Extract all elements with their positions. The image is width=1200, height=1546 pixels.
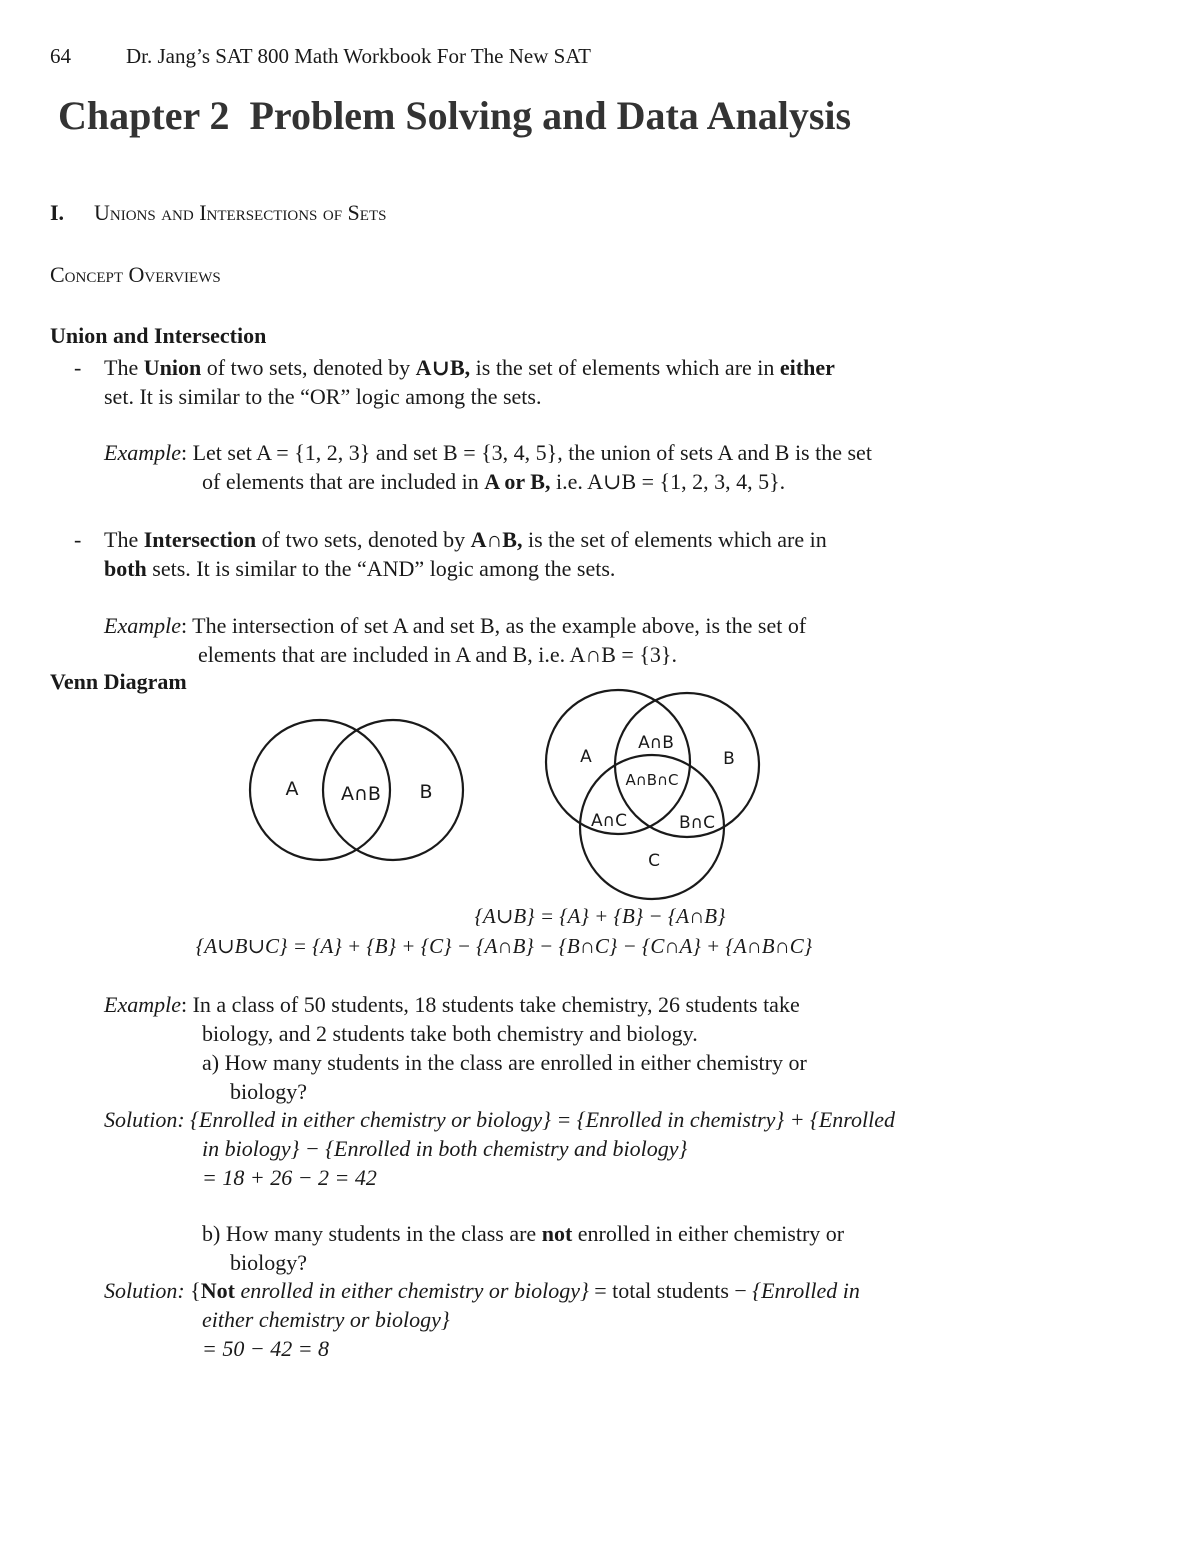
solution-label: Solution:	[104, 1107, 185, 1132]
a-or-b-term: A or B,	[484, 469, 551, 494]
chapter-name: Problem Solving and Data Analysis	[249, 93, 852, 138]
intersection-example	[104, 611, 806, 669]
example-label: Example	[104, 440, 181, 465]
worked-example	[104, 990, 807, 1106]
union-symbol: A∪B,	[415, 355, 471, 380]
solution-a-line1: {Enrolled in either chemistry or biology} = {Enrolled in chemistry} + {Enrolled	[190, 1107, 896, 1132]
intersection-symbol: A∩B,	[470, 527, 523, 552]
intersection-definition-line2: sets. It is similar to the “AND” logic among the sets.	[152, 556, 616, 581]
not-term: Not	[200, 1278, 235, 1303]
page-number: 64	[50, 44, 71, 68]
example-label: Example	[104, 992, 181, 1017]
venn3-label-c: C	[648, 851, 660, 871]
union-definition-line2: set. It is similar to the “OR” logic among the sets.	[104, 384, 542, 409]
union-word: The	[104, 355, 139, 380]
bullet-marker: -	[74, 355, 82, 380]
question-b-text: enrolled in either chemistry or	[577, 1221, 845, 1246]
section-heading	[50, 200, 386, 226]
running-title: Dr. Jang’s SAT 800 Math Workbook For The New SAT	[126, 44, 591, 68]
union-word: is the set of elements which are in	[475, 355, 775, 380]
venn2-label-ab: A∩B	[341, 783, 381, 805]
section-title: Unions and Intersections of Sets	[94, 200, 387, 225]
chapter-title	[58, 92, 851, 139]
venn2-label-a: A	[285, 778, 299, 800]
concept-overviews-heading: Concept Overviews	[50, 262, 221, 287]
running-header	[50, 44, 591, 69]
venn3-label-a: A	[580, 747, 592, 767]
union-example	[104, 438, 872, 496]
solution-b-text: {Enrolled in	[752, 1278, 860, 1303]
intersection-word: The	[104, 527, 139, 552]
venn3-label-ac: A∩C	[591, 811, 627, 831]
solution-b-text: enrolled in either chemistry or biology}	[240, 1278, 589, 1303]
solution-a-result: = 18 + 26 − 2 = 42	[202, 1165, 377, 1190]
intersection-word: of two sets, denoted by	[261, 527, 466, 552]
venn3-label-bc: B∩C	[679, 813, 715, 833]
question-a-line2: biology?	[230, 1079, 307, 1104]
solution-b-line2: either chemistry or biology}	[202, 1307, 450, 1332]
question-b	[202, 1219, 844, 1277]
solution-b-brace: {	[190, 1278, 201, 1303]
intersection-word: is the set of elements which are in	[527, 527, 827, 552]
intersection-term: Intersection	[143, 527, 257, 552]
either-term: either	[779, 355, 835, 380]
worked-example-line1: : In a class of 50 students, 18 students take chemistry, 26 students take	[180, 992, 800, 1017]
question-b-line2: biology?	[230, 1250, 307, 1275]
union-term: Union	[143, 355, 202, 380]
union-word: of two sets, denoted by	[206, 355, 411, 380]
chapter-number-label: Chapter 2	[58, 93, 230, 138]
venn3-label-ab: A∩B	[638, 733, 674, 753]
solution-a-line2: in biology} − {Enrolled in both chemistry and biology}	[202, 1136, 688, 1161]
intersection-example-line2: elements that are included in A and B, i.e. A∩B = {3}.	[198, 642, 677, 667]
bullet-marker: -	[74, 527, 82, 552]
formula-two-sets: {A∪B} = {A} + {B} − {A∩B}	[474, 904, 726, 928]
both-term: both	[104, 556, 147, 581]
solution-b-text: = total students −	[594, 1278, 747, 1303]
solution-label: Solution:	[104, 1278, 185, 1303]
venn-diagrams	[0, 680, 1200, 910]
section-numeral: I.	[50, 200, 65, 225]
example-label: Example	[104, 613, 181, 638]
venn3-label-b: B	[723, 749, 735, 769]
worked-example-line2: biology, and 2 students take both chemistry and biology.	[202, 1021, 698, 1046]
intersection-example-line1: : The intersection of set A and set B, as the example above, is the set of	[180, 613, 807, 638]
question-b-text: b) How many students in the class are	[202, 1221, 537, 1246]
solution-b-result: = 50 − 42 = 8	[202, 1336, 330, 1361]
venn3-label-abc: A∩B∩C	[625, 771, 679, 789]
venn2-label-b: B	[419, 781, 433, 803]
union-example-line1: : Let set A = {1, 2, 3} and set B = {3, 4, 5}, the union of sets A and B is the set	[180, 440, 872, 465]
union-intersection-heading: Union and Intersection	[50, 323, 267, 348]
solution-a	[104, 1105, 895, 1192]
venn-diagram-heading: Venn Diagram	[50, 669, 187, 694]
union-example-text: i.e. A∪B = {1, 2, 3, 4, 5}.	[555, 469, 786, 494]
union-example-text: of elements that are included in	[202, 469, 479, 494]
not-term: not	[541, 1221, 573, 1246]
solution-b	[104, 1276, 860, 1363]
formula-three-sets: {A∪B∪C} = {A} + {B} + {C} − {A∩B} − {B∩C} − {C∩A} + {A∩B∩C}	[195, 934, 813, 958]
question-a-line1: a) How many students in the class are enrolled in either chemistry or	[202, 1050, 807, 1075]
